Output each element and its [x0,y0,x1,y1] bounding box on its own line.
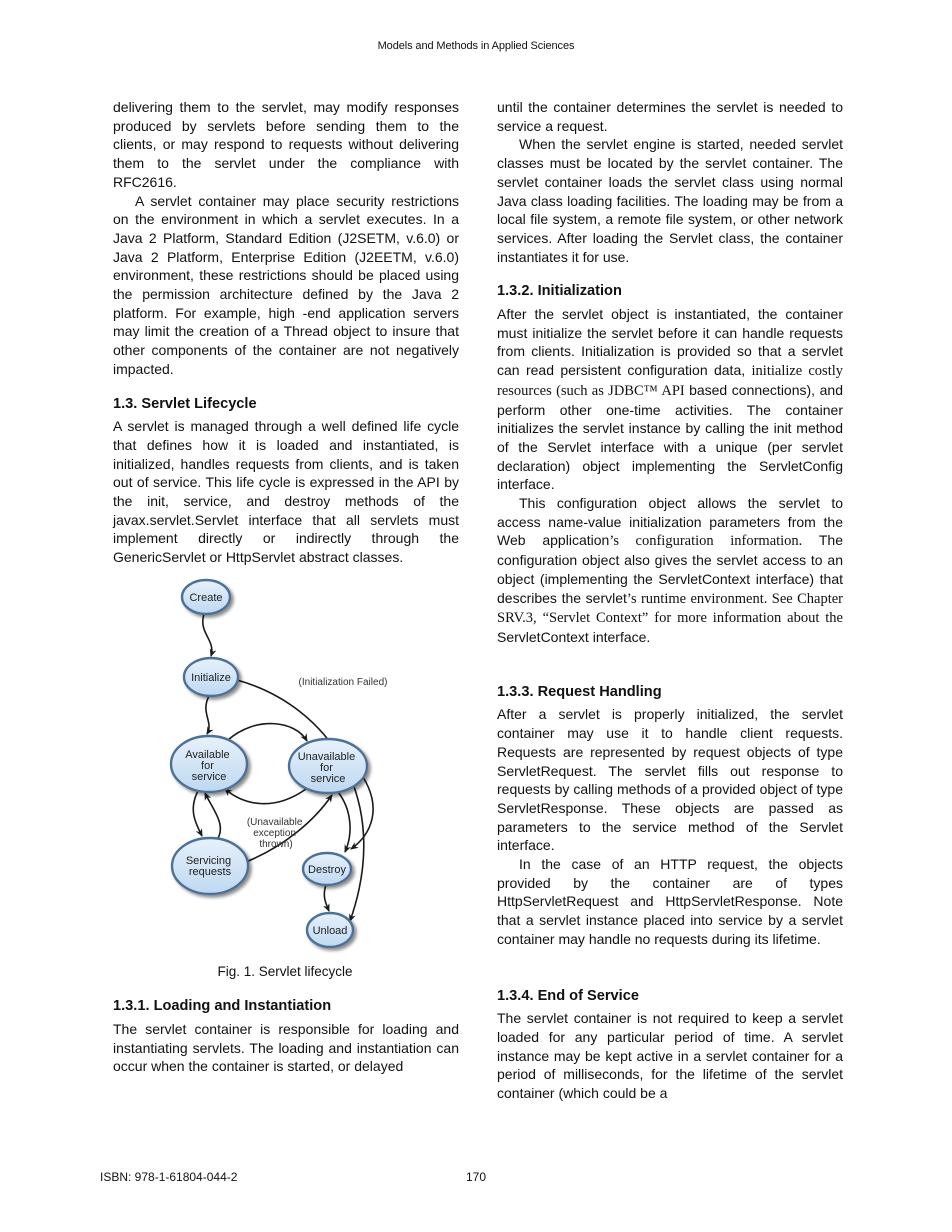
running-head: Models and Methods in Applied Sciences [377,40,575,52]
text-run: based connections), and perform other one-time activities. The container initializes the servlet instance by calling the init method of the Servlet interface with a unique (per servlet declaration) object implementing the ServletConfig interface. [497,381,843,493]
paragraph [497,135,843,266]
arrow-available-to-servicing [193,791,202,836]
paragraph [113,417,459,567]
label-unavailable-exception: (Unavailable exception thrown) [246,816,303,850]
text-run: A servlet container may place security restrictions on the environment in which a servlet executes. In a Java 2 Platform, Standard Edition (J2SETM, v.6.0) or Java 2 Platform, Enterprise Edition (J2EETM, v.6.0) environment, these restrictions should be placed using the permission architecture defined by the Java 2 platform. For example, high -end application servers may limit the creation of a Thread object to insure that other components of the container are not negatively impacted. [113,192,459,377]
paragraph [497,1009,843,1103]
paragraph [113,192,459,379]
arrow-servicing-to-available [205,793,220,838]
section-heading: 1.3.4. End of Service [497,987,639,1004]
arrow-initialize-to-available [206,696,209,734]
text-run: ServletContext interface. [497,628,651,645]
paragraph [497,494,843,647]
text-run: delivering them to the servlet, may modify responses produced by servlets before sending them to the clients, or may respond to requests without delivering them to the servlet under the compliance with RFC2616. [113,99,459,190]
text-run: A servlet is managed through a well defined life cycle that defines how it is loaded and instantiated, is initialized, handles requests from clients, and is taken out of service. This life cycle is expressed in the API by the init, service, and destroy methods of the javax.servlet.Servlet interface that all servlets must implement directly or indirectly through the GenericServlet or HttpServlet abstract classes. [113,418,459,566]
left-column [113,98,459,1076]
node-destroy-label: Destroy [308,863,346,876]
section-heading: 1.3.3. Request Handling [497,683,662,700]
paragraph [113,1020,459,1076]
page-number: 170 [465,1170,487,1184]
section-heading: 1.3.1. Loading and Instantiation [113,998,332,1015]
paragraph [497,305,843,494]
figure-caption: Fig. 1. Servlet lifecycle [217,963,353,979]
arrow-unavailable-to-destroy [338,792,350,852]
node-available-label: Available for service [185,748,230,783]
section-heading: 1.3. Servlet Lifecycle [113,395,257,412]
label-initialization-failed: (Initialization Failed) [298,676,388,688]
lifecycle-diagram [160,578,410,954]
serif-text-run: ’s configuration information. [609,533,819,550]
arrow-destroy-to-unload [324,885,329,911]
text-run: until the container determines the servlet is needed to service a request. [497,99,843,134]
node-initialize-label: Initialize [191,671,231,684]
serif-text-run: ’s runtime environment. See Chapter SRV.3, “Servlet Context” for more information about the [497,590,843,627]
text-run: The configuration object also gives the servlet access to an object (implementing the ServletContext interface) that describes the servlet [497,532,843,606]
arrow-unavailable-to-available [225,789,306,804]
arrow-create-to-initialize [203,614,212,656]
paragraph [113,98,459,192]
text-run: In the case of an HTTP request, the objects provided by the container are of types HttpServletRequest and HttpServletResponse. Note that a servlet instance placed into service by a servlet container may handle no requests during its lifetime. [497,856,843,947]
vertical-gap [497,949,843,971]
node-unload-label: Unload [312,924,348,937]
text-run: The servlet container is responsible for loading and instantiating servlets. The loading and instantiation can occur when the container is started, or delayed [113,1020,459,1075]
left-column-bottom-blocks [113,997,459,1076]
text-run: After the servlet object is instantiated, the container must initialize the servlet before it can handle requests from clients. Initialization is provided so that a servlet can read persistent configuration data, [497,306,843,379]
vertical-gap [497,647,843,667]
node-unavailable-label: Unavailable for service [297,750,356,785]
text-run: When the servlet engine is started, needed servlet classes must be located by the servlet container. The servlet container loads the servlet class using normal Java class loading facilities. The loading may be from a local file system, a remote file system, or other network services. After loading the Servlet class, the container instantiates it for use. [497,136,843,265]
isbn-label: ISBN: 978-1-61804-044-2 [100,1170,238,1184]
arrow-initialize-to-unload-failed [237,680,364,921]
paragraph [497,98,843,135]
paragraph [497,855,843,949]
right-column [497,98,843,1103]
node-create-label: Create [189,591,223,604]
section-heading: 1.3.2. Initialization [497,283,622,300]
text-run: This configuration object allows the servlet to access name-value initialization parameters from the Web application [497,495,843,549]
node-servicing-label: Servicing requests [185,854,232,878]
serif-text-run: initialize costly resources (such as JDBC™ API [497,363,843,399]
paragraph [497,705,843,855]
servlet-lifecycle-figure [160,578,410,959]
arrow-available-to-unavailable [228,723,307,740]
text-run: After a servlet is properly initialized, the servlet container may use it to handle client requests. Requests are represented by request objects of type ServletRequest. The servlet fills out response to requests by calling methods of a provided object of type ServletResponse. These objects are passed as parameters to the service method of the Servlet interface. [497,706,843,854]
text-run: The servlet container is not required to keep a servlet loaded for any particular period of time. A servlet instance may be kept active in a servlet container for a period of milliseconds, for the lifetime of the servlet container (which could be a [497,1010,843,1102]
left-column-top-blocks [113,98,459,567]
